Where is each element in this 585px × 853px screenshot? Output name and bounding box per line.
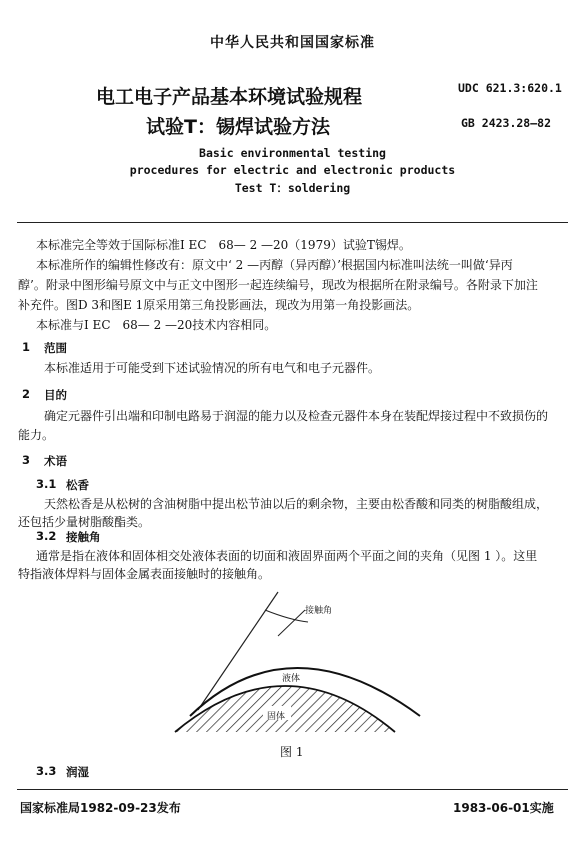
section-3-1-text-line1: 天然松香是从松树的含油树脂中提出松节油以后的剩余物，主要由松香酸和同类的树脂酸组成， — [44, 497, 549, 511]
section-3-number: 3 — [22, 453, 31, 467]
figure-label-contact-angle: 接触角 — [305, 606, 333, 616]
document-title-line1: 电工电子产品基本环境试验规程 — [96, 86, 363, 108]
angle-arc — [265, 610, 308, 622]
intro-paragraph-3: 本标准与I EC 68— 2 —20技术内容相同。 — [36, 318, 277, 332]
english-title-line3: Test T：soldering — [234, 181, 351, 195]
section-1-number: 1 — [22, 340, 31, 354]
intro-paragraph-1: 本标准完全等效于国际标准I EC 68— 2 —20（1979）试验T锡焊。 — [36, 238, 411, 252]
gb-code: GB 2423.28—82 — [461, 116, 552, 130]
figure-label-liquid: 液体 — [282, 674, 301, 684]
section-3-1-title: 松香 — [66, 478, 89, 492]
section-3-2-title: 接触角 — [66, 530, 101, 544]
udc-code: UDC 621.3:620.1 — [458, 81, 562, 95]
angle-leader — [278, 610, 305, 636]
english-title-line2: procedures for electric and electronic products — [129, 163, 456, 177]
section-3-2-text-line2: 特指液体焊料与固体金属表面接触时的接触角。 — [18, 567, 271, 581]
effective-date: 1983-06-01实施 — [453, 801, 554, 815]
section-3-1-number: 3.1 — [36, 477, 57, 491]
section-1-title: 范围 — [44, 341, 67, 355]
section-2-title: 目的 — [44, 388, 67, 402]
intro-paragraph-2-line1: 本标准所作的编辑性修改有：原文中‘ 2 —丙醇（异丙醇）’根据国内标准叫法统一叫做‘异丙 — [36, 258, 513, 272]
section-2-number: 2 — [22, 387, 31, 401]
header-divider — [17, 222, 568, 223]
section-2-text-line2: 能力。 — [18, 428, 55, 442]
section-1-text: 本标准适用于可能受到下述试验情况的所有电气和电子元器件。 — [44, 361, 381, 375]
section-3-1-text-line2: 还包括少量树脂酸酯类。 — [18, 515, 151, 529]
section-3-3-number: 3.3 — [36, 764, 57, 778]
issue-date: 国家标准局1982-09-23发布 — [20, 801, 181, 815]
issuing-organization: 中华人民共和国国家标准 — [210, 35, 375, 51]
figure-label-solid: 固体 — [267, 712, 286, 722]
intro-paragraph-2-line2: 醇’。附录中图形编号原文中与正文中图形一起连续编号，现改为根据所在附录编号。各附录下加注 — [18, 278, 538, 292]
section-3-3-title: 润湿 — [66, 765, 89, 779]
section-3-2-number: 3.2 — [36, 529, 57, 543]
intro-paragraph-2-line3: 补充件。图D 3和图E 1原采用第三角投影画法，现改为用第一角投影画法。 — [18, 298, 420, 312]
figure-1-caption: 图 1 — [280, 745, 304, 759]
document-title-line2: 试验T：锡焊试验方法 — [146, 116, 330, 138]
section-3-title: 术语 — [44, 454, 67, 468]
section-2-text-line1: 确定元器件引出端和印制电路易于润湿的能力以及检查元器件本身在装配焊接过程中不致损伤的 — [44, 409, 549, 423]
footer-divider — [17, 789, 568, 790]
english-title-line1: Basic environmental testing — [199, 146, 386, 160]
figure-1-contact-angle-diagram — [150, 580, 450, 745]
section-3-2-text-line1: 通常是指在液体和固体相交处液体表面的切面和液固界面两个平面之间的夹角（见图 1 ）。这里 — [36, 549, 538, 563]
